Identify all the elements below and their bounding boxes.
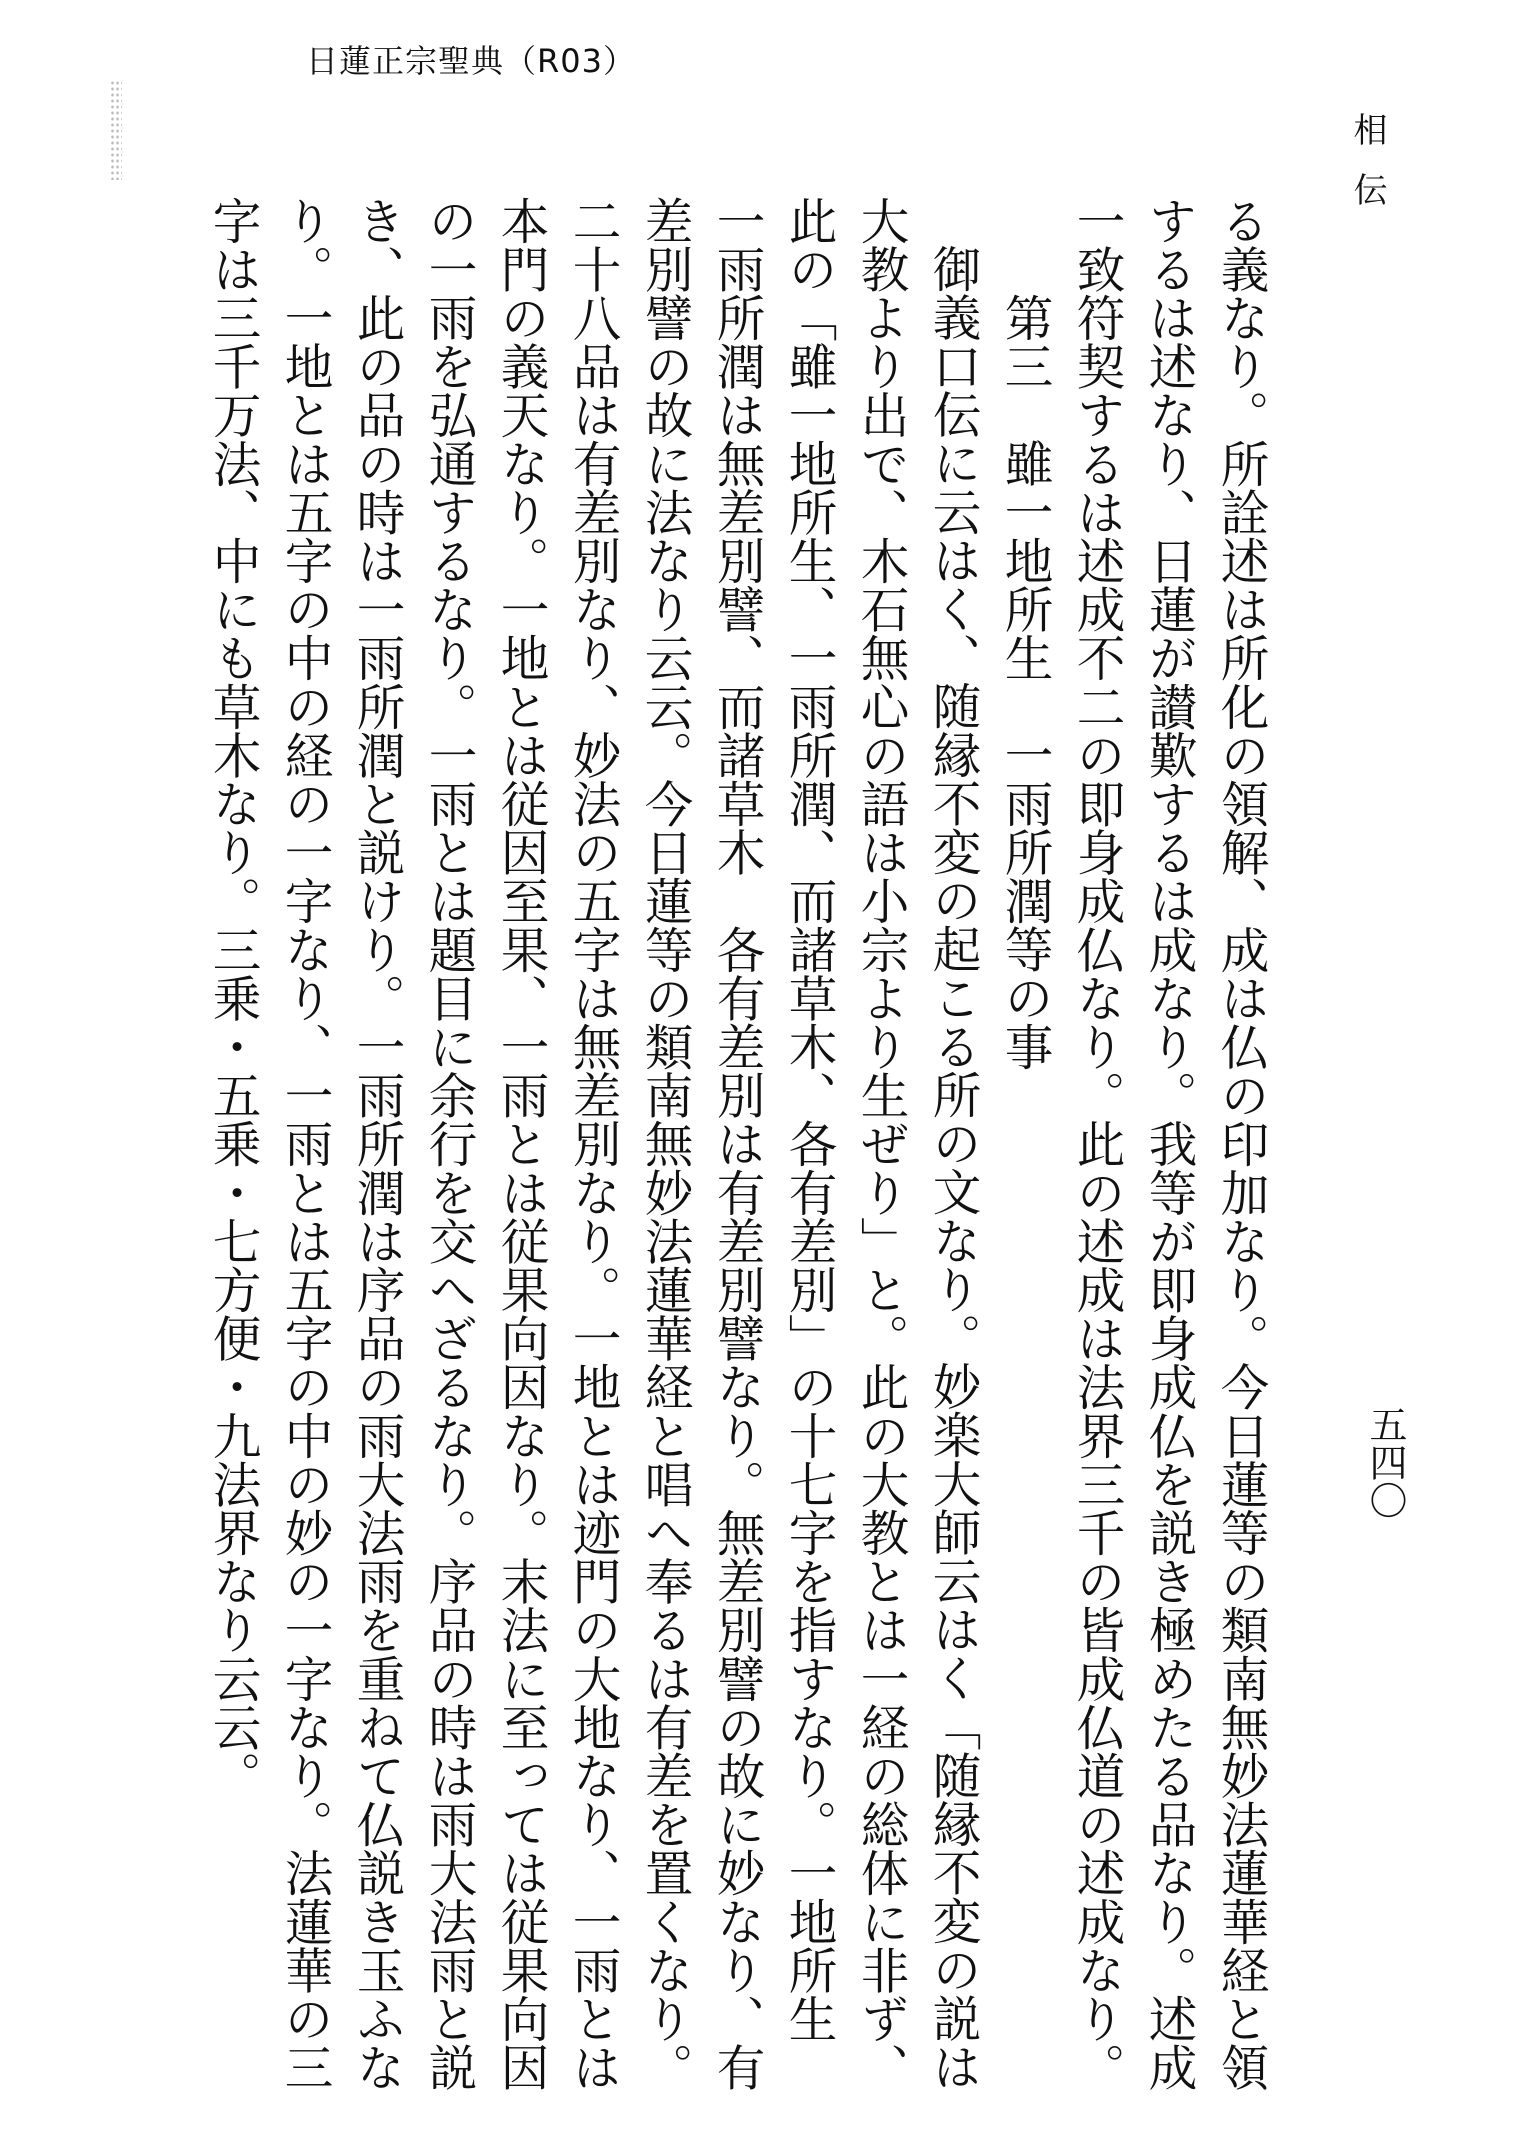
- text-column: 差別譬の故に法なり云云。今日蓮等の類南無妙法蓮華経と唱へ奉るは有差を置くなり。: [636, 196, 692, 2092]
- text-column: の一雨を弘通するなり。一雨とは題目に余行を交へざるなり。序品の時は雨大法雨と説: [420, 196, 476, 2092]
- text-column: 二十八品は有差別なり、妙法の五字は無差別なり。一地とは迹門の大地なり、一雨とは: [564, 196, 620, 2092]
- margin-dots: [110, 80, 122, 180]
- header-title: 日蓮正宗聖典（R03）: [306, 42, 636, 80]
- section-label: 相伝: [1347, 112, 1387, 232]
- text-column: 御義口伝に云はく、随縁不変の起こる所の文なり。妙楽大師云はく「随縁不変の説は: [924, 244, 980, 2091]
- text-column: 本門の義天なり。一地とは従因至果、一雨とは従果向因なり。末法に至っては従果向因: [492, 196, 548, 2092]
- text-column: き、此の品の時は一雨所潤と説けり。一雨所潤は序品の雨大法雨を重ねて仏説き玉ふな: [348, 196, 404, 2092]
- vertical-text-block: [204, 196, 1276, 2092]
- text-column: り。一地とは五字の中の経の一字なり、一雨とは五字の中の妙の一字なり。法蓮華の三: [276, 196, 332, 2092]
- text-column: 一致符契するは述成不二の即身成仏なり。此の述成は法界三千の皆成仏道の述成なり。: [1068, 196, 1124, 2092]
- text-column: 此の「雖一地所生、一雨所潤、而諸草木、各有差別」の十七字を指すなり。一地所生: [780, 196, 836, 2043]
- text-column: するは述なり、日蓮が讃歎するは成なり。我等が即身成仏を説き極めたる品なり。述成: [1140, 196, 1196, 2092]
- text-column: る義なり。所詮述は所化の領解、成は仏の印加なり。今日蓮等の類南無妙法蓮華経と領: [1212, 196, 1268, 2092]
- page-number: 五四〇: [1363, 1405, 1407, 1519]
- text-column: 字は三千万法、中にも草木なり。三乗・五乗・七方便・九法界なり云云。: [204, 196, 260, 1800]
- text-column: 大教より出で、木石無心の語は小宗より生ぜり」と。此の大教とは一経の総体に非ず、: [852, 196, 908, 2092]
- text-column: 一雨所潤は無差別譬、而諸草木 各有差別は有差別譬なり。無差別譬の故に妙なり、有: [708, 196, 764, 2092]
- section-heading: 第三 雖一地所生 一雨所潤等の事: [996, 293, 1052, 1071]
